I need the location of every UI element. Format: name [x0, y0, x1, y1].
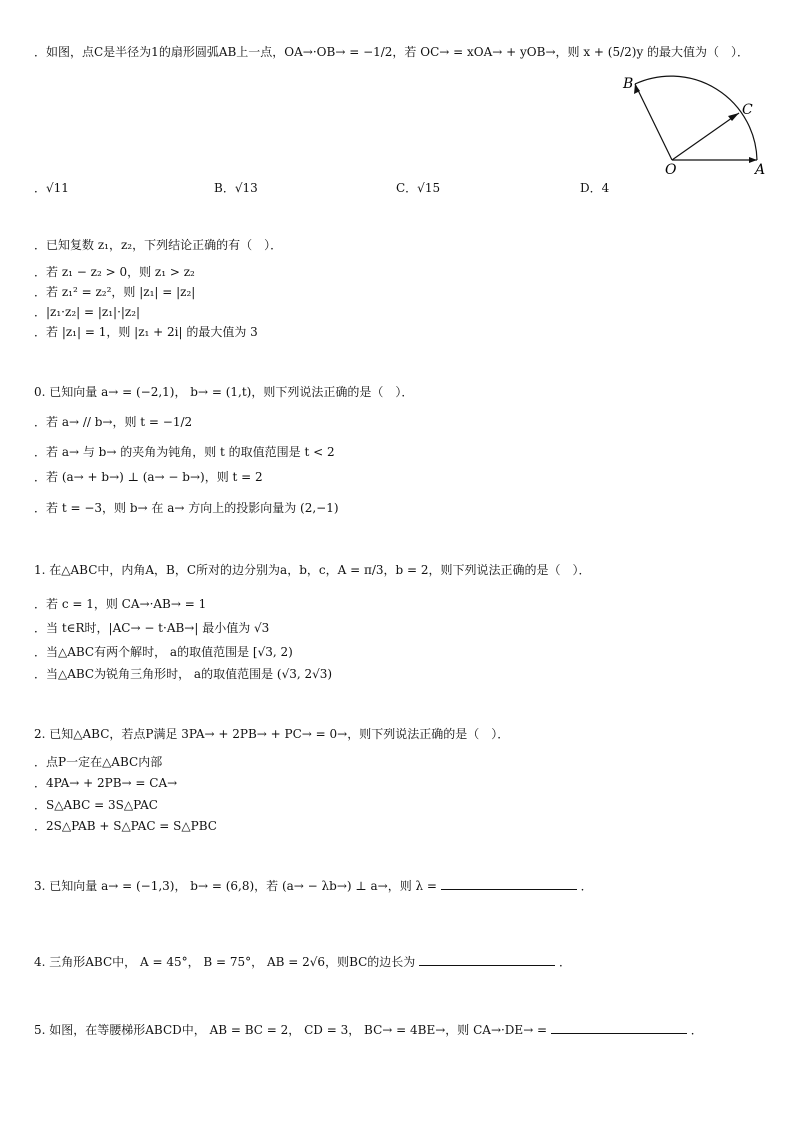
q9-stem: ．已知复数 z₁，z₂，下列结论正确的有（ ）．: [34, 238, 283, 252]
q10-option-c: ．若 (a→ + b→) ⊥ (a→ − b→)，则 t = 2: [34, 470, 263, 484]
q15-tail: ．: [690, 1023, 703, 1037]
q8-option-a: ．√11: [34, 181, 69, 195]
q13-line: [34, 878, 593, 894]
q8-option-c: C．√15: [396, 181, 441, 195]
q11-option-d: ．当△ABC为锐角三角形时， a的取值范围是 (√3, 2√3): [34, 667, 333, 681]
q13-stem: 3. 已知向量 a→ = (−1,3)， b→ = (6,8)，若 (a→ − λb→) ⊥ a→，则 λ =: [34, 879, 437, 893]
q13-tail: ．: [580, 879, 593, 893]
q15-answer-blank[interactable]: [551, 1033, 687, 1034]
q11-option-c: ．当△ABC有两个解时， a的取值范围是 [√3, 2): [34, 645, 293, 659]
vector-oc: [672, 113, 739, 160]
q13-answer-blank[interactable]: [441, 889, 577, 890]
q8-option-d: D．4: [580, 181, 610, 195]
q11-option-a: ．若 c = 1，则 CA→·AB→ = 1: [34, 597, 207, 611]
sector-figure: [615, 70, 765, 178]
q14-answer-blank[interactable]: [419, 965, 555, 966]
q10-option-b: ．若 a→ 与 b→ 的夹角为钝角，则 t 的取值范围是 t < 2: [34, 445, 335, 459]
q12-option-d: ．2S△PAB + S△PAC = S△PBC: [34, 819, 217, 833]
q10-option-d: ．若 t = −3，则 b→ 在 a→ 方向上的投影向量为 (2,−1): [34, 501, 339, 515]
q11-stem: 1. 在△ABC中，内角A，B，C所对的边分别为a，b，c，A = π/3，b = 2，则下列说法正确的是（ ）．: [34, 563, 591, 577]
label-o: O: [665, 162, 677, 178]
q8-stem: ．如图，点C是半径为1的扇形圆弧AB上一点，OA→·OB→ = −1/2，若 OC→ = xOA→ + yOB→，则 x + (5/2)y 的最大值为（ ）．: [34, 45, 750, 59]
q15-stem: 5. 如图，在等腰梯形ABCD中， AB = BC = 2， CD = 3， BC→ = 4BE→，则 CA→·DE→ =: [34, 1023, 548, 1037]
q12-option-a: ．点P一定在△ABC内部: [34, 755, 163, 769]
q12-stem: 2. 已知△ABC，若点P满足 3PA→ + 2PB→ + PC→ = 0→，则下列说法正确的是（ ）．: [34, 727, 510, 741]
q14-stem: 4. 三角形ABC中， A = 45°， B = 75°， AB = 2√6，则BC的边长为: [34, 955, 416, 969]
q9-option-d: ．若 |z₁| = 1，则 |z₁ + 2i| 的最大值为 3: [34, 325, 258, 339]
q9-option-b: ．若 z₁² = z₂²，则 |z₁| = |z₂|: [34, 285, 196, 299]
label-c: C: [742, 102, 753, 118]
vector-ob: [635, 84, 672, 160]
q12-option-b: ．4PA→ + 2PB→ = CA→: [34, 776, 178, 790]
q14-tail: ．: [558, 955, 571, 969]
q10-option-a: ．若 a→ // b→，则 t = −1/2: [34, 415, 193, 429]
label-a: A: [755, 162, 765, 178]
label-b: B: [623, 76, 634, 92]
q11-option-b: ．当 t∈R时，|AC→ − t·AB→| 最小值为 √3: [34, 621, 270, 635]
q12-option-c: ．S△ABC = 3S△PAC: [34, 798, 158, 812]
q9-option-c: ．|z₁·z₂| = |z₁|·|z₂|: [34, 305, 141, 319]
q9-option-a: ．若 z₁ − z₂ > 0，则 z₁ > z₂: [34, 265, 195, 279]
q14-line: [34, 954, 571, 970]
q15-line: [34, 1022, 703, 1038]
sector-arc: [635, 76, 757, 160]
q10-stem: 0. 已知向量 a→ = (−2,1)， b→ = (1,t)，则下列说法正确的是（ ）．: [34, 385, 414, 399]
q8-option-b: B．√13: [214, 181, 258, 195]
